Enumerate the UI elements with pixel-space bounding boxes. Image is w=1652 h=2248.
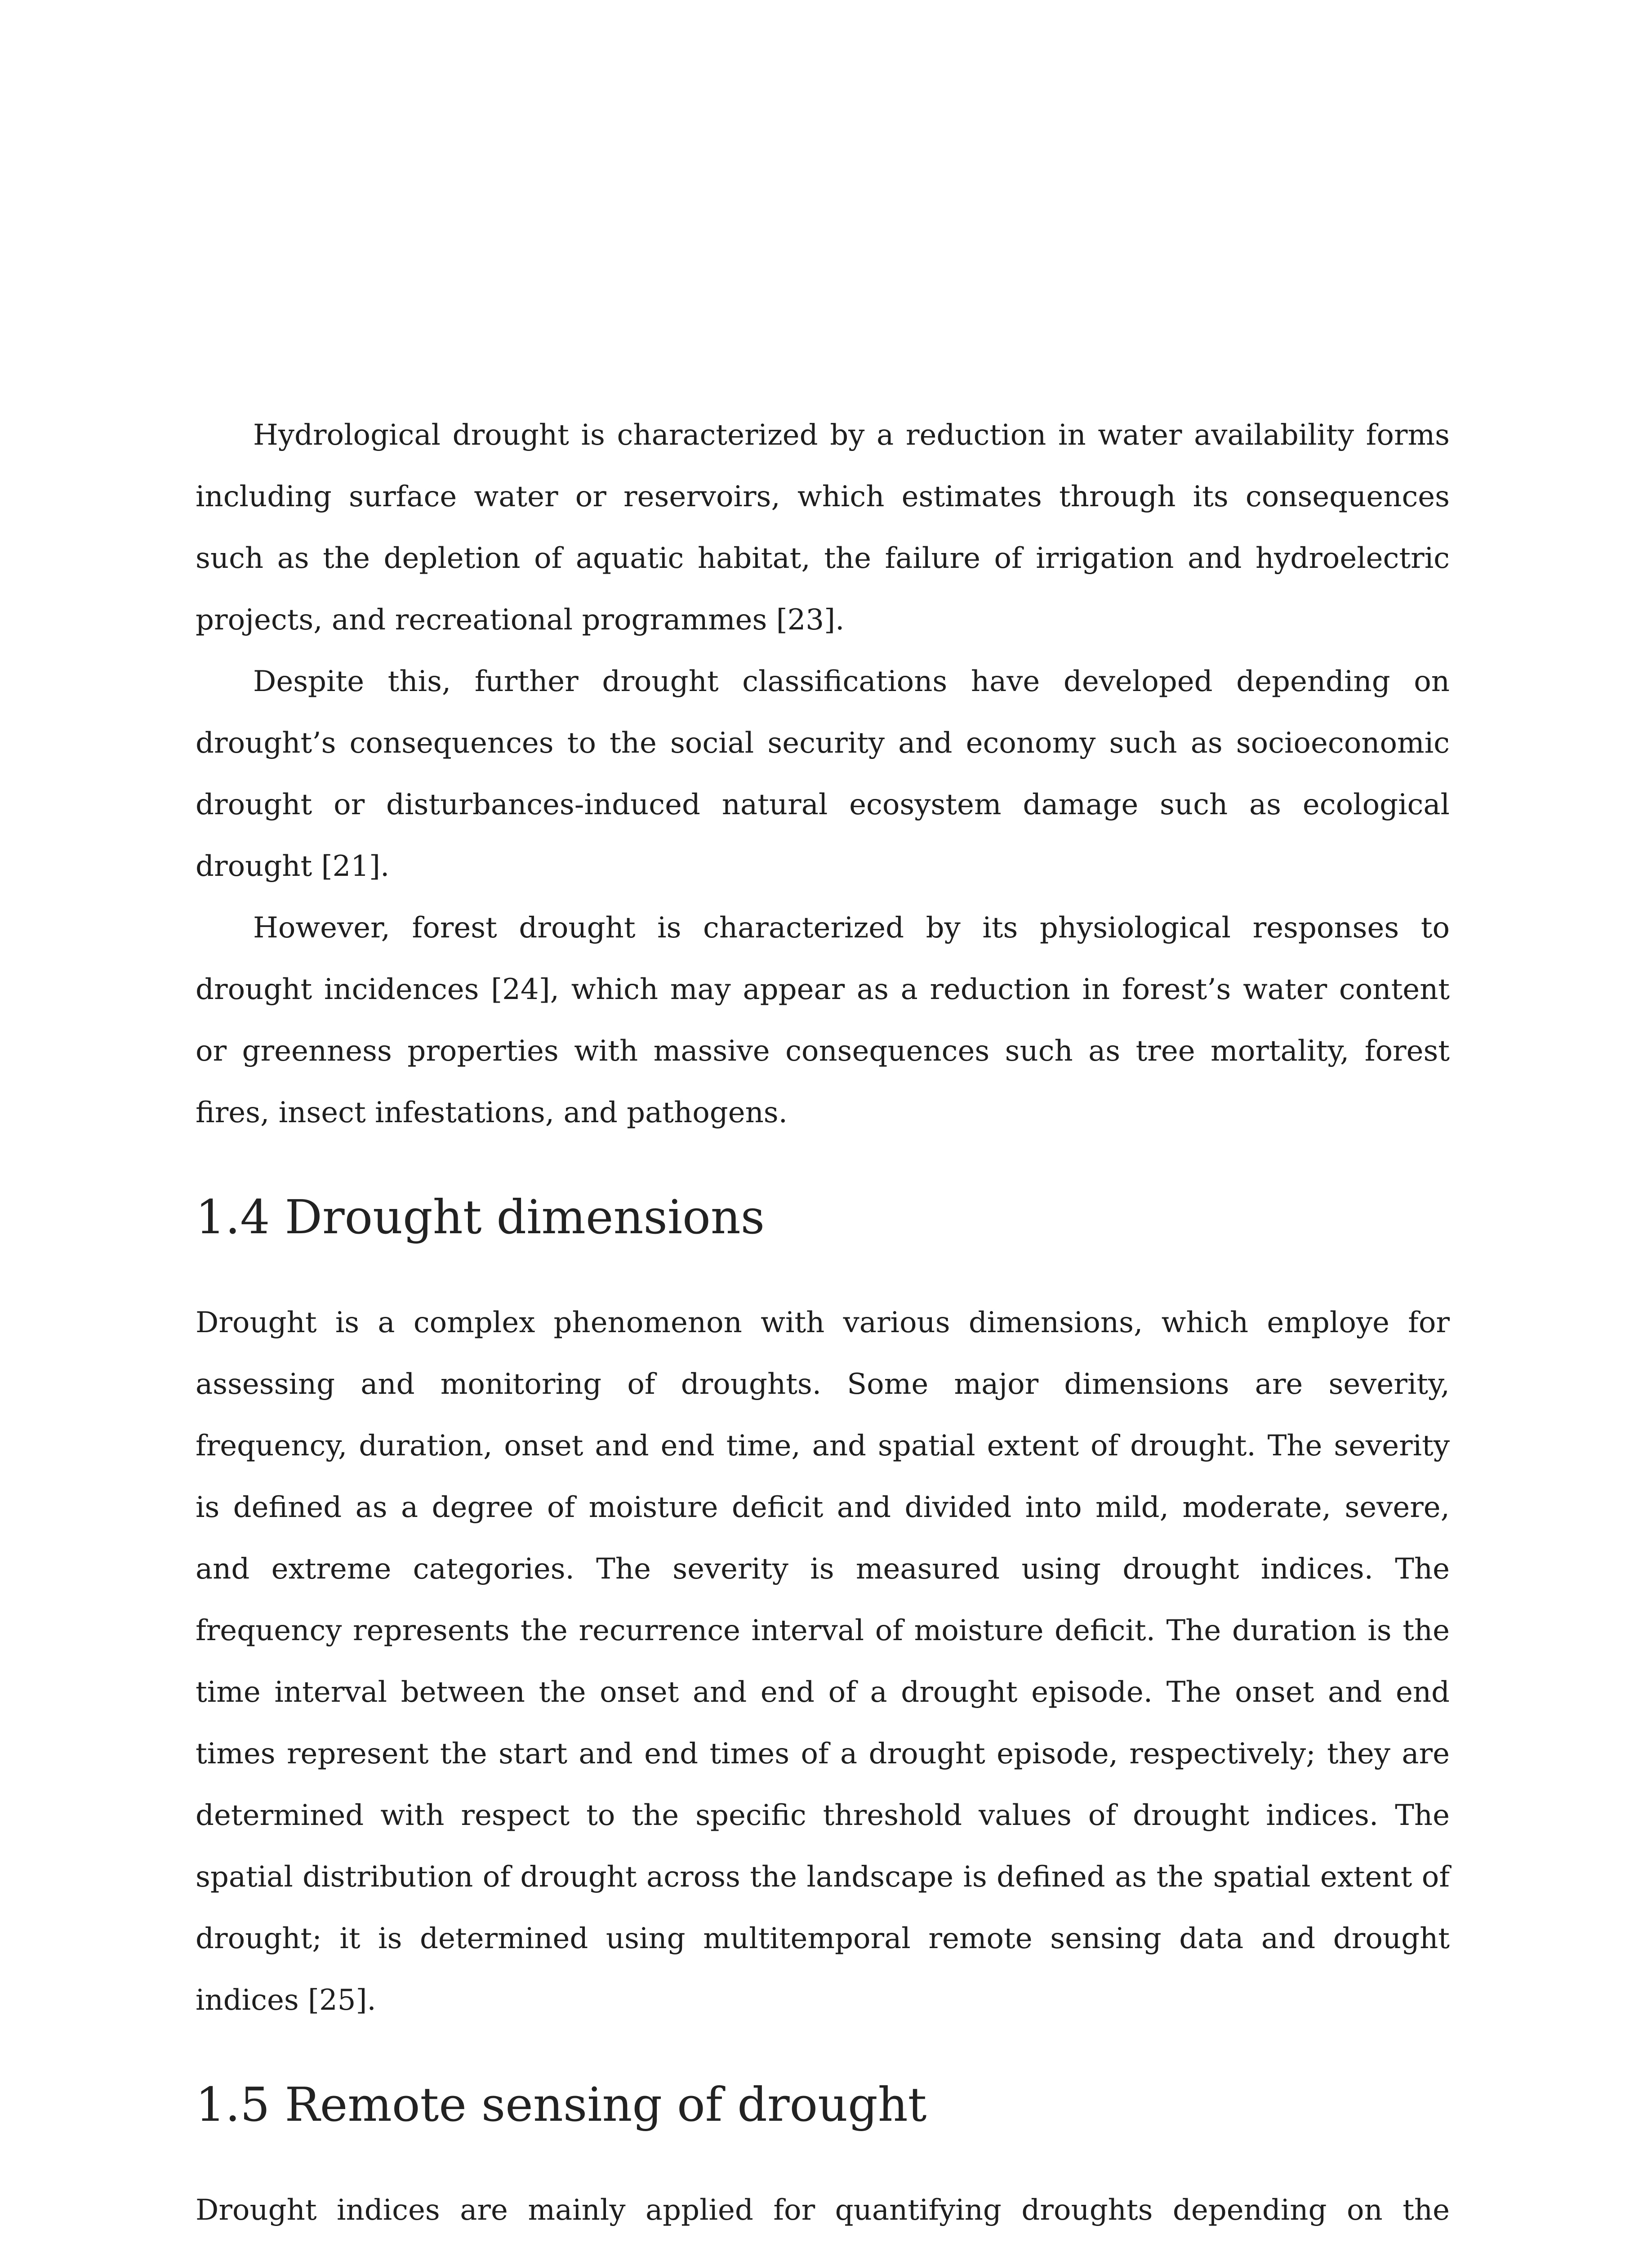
paragraph-drought-classifications: Despite this, further drought classifications have developed depending on drought’s consequences to the social security and economy such as socioeconomic drought or disturbances-induced natural ecosystem damage such as ecological drought [21].: [196, 665, 1450, 883]
section-heading-remote-sensing: 1.5 Remote sensing of drought: [196, 2077, 927, 2132]
paragraph-remote-sensing: Drought indices are mainly applied for quantifying droughts depending on the: [196, 2194, 1450, 2227]
paragraph-forest-drought: However, forest drought is characterized by its physiological responses to drought incidences [24], which may appear as a reduction in forest’s water content or greenness properties with massive consequences such as tree mortality, forest fires, insect infestations, and pathogens.: [196, 911, 1450, 1129]
paragraph-drought-dimensions: Drought is a complex phenomenon with various dimensions, which employe for assessing and monitoring of droughts. Some major dimensions are severity, frequency, duration, onset and end time, and spatial extent of drought. The severity is defined as a degree of moisture deficit and divided into mild, moderate, severe, and extreme categories. The severity is measured using drought indices. The frequency represents the recurrence interval of moisture deficit. The duration is the time interval between the onset and end of a drought episode. The onset and end times represent the start and end times of a drought episode, respectively; they are determined with respect to the specific threshold values of drought indices. The spatial distribution of drought across the landscape is defined as the spatial extent of drought; it is determined using multitemporal remote sensing data and drought indices [25].: [196, 1306, 1450, 2017]
section-heading-drought-dimensions: 1.4 Drought dimensions: [196, 1190, 765, 1244]
paragraph-hydrological-drought: Hydrological drought is characterized by a reduction in water availability forms including surface water or reservoirs, which estimates through its consequences such as the depletion of aquatic habitat, the failure of irrigation and hydroelectric projects, and recreational programmes [23].: [196, 419, 1450, 637]
page-content: [196, 405, 1450, 2248]
